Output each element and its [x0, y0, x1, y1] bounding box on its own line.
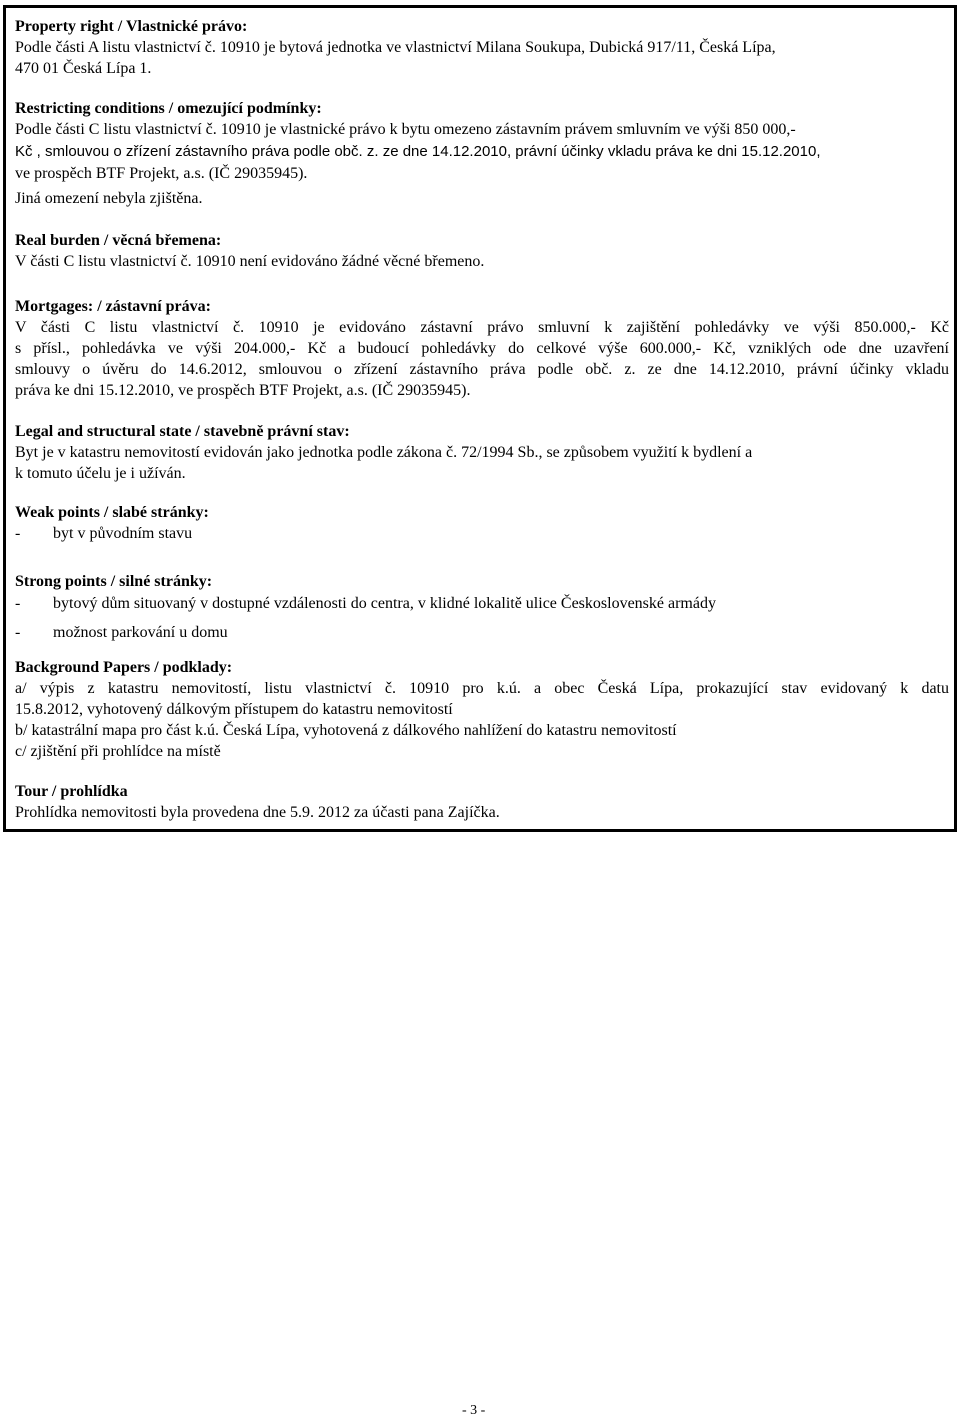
text-line: ve prospěch BTF Projekt, a.s. (IČ 29035945). — [15, 165, 308, 182]
real-burden-section — [15, 230, 950, 272]
list-item-text: bytový dům situovaný v dostupné vzdálenosti do centra, v klidné lokalitě ulice Československé armády — [53, 595, 716, 612]
text-line: Podle části C listu vlastnictví č. 10910 je vlastnické právo k bytu omezeno zástavním právem smluvním ve výši 850 000,- — [15, 121, 796, 138]
text-line: 470 01 Česká Lípa 1. — [15, 60, 152, 77]
text-line: V části C listu vlastnictví č. 10910 není evidováno žádné věcné břemeno. — [15, 253, 485, 270]
legal-state-section — [15, 421, 950, 484]
section-heading: Restricting conditions / omezující podmínky: — [15, 100, 322, 117]
list-item — [0, 622, 950, 643]
section-heading: Legal and structural state / stavebně právní stav: — [15, 423, 350, 440]
section-heading: Weak points / slabé stránky: — [15, 504, 209, 521]
section-heading: Background Papers / podklady: — [15, 659, 233, 676]
text-line: 15.8.2012, vyhotovený dálkovým přístupem do katastru nemovitostí — [15, 701, 453, 718]
property-right-section — [15, 16, 950, 79]
bullet-dash: - — [15, 595, 21, 612]
section-heading: Property right / Vlastnické právo: — [15, 18, 248, 35]
list-item-text: možnost parkování u domu — [53, 624, 228, 641]
text-line: Byt je v katastru nemovitostí evidován jako jednotka podle zákona č. 72/1994 Sb., se způsobem využití k bydlení a — [15, 444, 753, 461]
text-line: Podle části A listu vlastnictví č. 10910 je bytová jednotka ve vlastnictví Milana Soukupa, Dubická 917/11, Česká Lípa, — [15, 39, 776, 56]
bullet-dash: - — [15, 624, 21, 641]
mortgages-section — [15, 296, 949, 401]
tour-section — [15, 781, 950, 823]
text-line: práva ke dni 15.12.2010, ve prospěch BTF Projekt, a.s. (IČ 29035945). — [15, 382, 471, 399]
text-line: Prohlídka nemovitosti byla provedena dne 5.9. 2012 za účasti pana Zajíčka. — [15, 804, 500, 821]
section-heading: Tour / prohlídka — [15, 783, 128, 800]
text-line: V části C listu vlastnictví č. 10910 je evidováno zástavní právo smluvní k zajištění pohledávky ve výši 850.000,- Kč — [15, 319, 949, 336]
document-frame — [3, 5, 957, 832]
list-item-text: byt v původním stavu — [53, 525, 193, 542]
text-line: k tomuto účelu je i užíván. — [15, 465, 186, 482]
weak-points-section — [15, 502, 950, 544]
text-line: Jiná omezení nebyla zjištěna. — [15, 190, 203, 207]
background-papers-section — [15, 657, 949, 762]
text-line: smlouvy o úvěru do 14.6.2012, smlouvou o zřízení zástavního práva podle obč. z. ze dne 14.12.2010, právní účinky vkladu — [15, 361, 949, 378]
list-item — [0, 593, 950, 614]
page-number: - 3 - — [462, 1403, 486, 1418]
strong-points-section — [15, 571, 950, 643]
text-line: Kč , smlouvou o zřízení zástavního práva podle obč. z. ze dne 14.12.2010, právní účinky vkladu práva ke dni 15.12.2010, — [15, 143, 821, 160]
text-line: b/ katastrální mapa pro část k.ú. Česká Lípa, vyhotovená z dálkového nahlížení do katastru nemovitostí — [15, 722, 677, 739]
text-line: a/ výpis z katastru nemovitostí, listu vlastnictví č. 10910 pro k.ú. a obec Česká Lípa, prokazující stav evidovaný k datu — [15, 680, 949, 697]
text-line: c/ zjištění při prohlídce na místě — [15, 743, 221, 760]
text-line: s přísl., pohledávka ve výši 204.000,- Kč a budoucí pohledávky do celkové výše 600.000,- Kč, vzniklých ode dne uzavření — [15, 340, 949, 357]
list-item — [0, 523, 950, 544]
bullet-dash: - — [15, 525, 21, 542]
section-heading: Mortgages: / zástavní práva: — [15, 298, 211, 315]
section-heading: Strong points / silné stránky: — [15, 573, 213, 590]
section-heading: Real burden / věcná břemena: — [15, 232, 222, 249]
restricting-conditions-section — [15, 98, 950, 209]
